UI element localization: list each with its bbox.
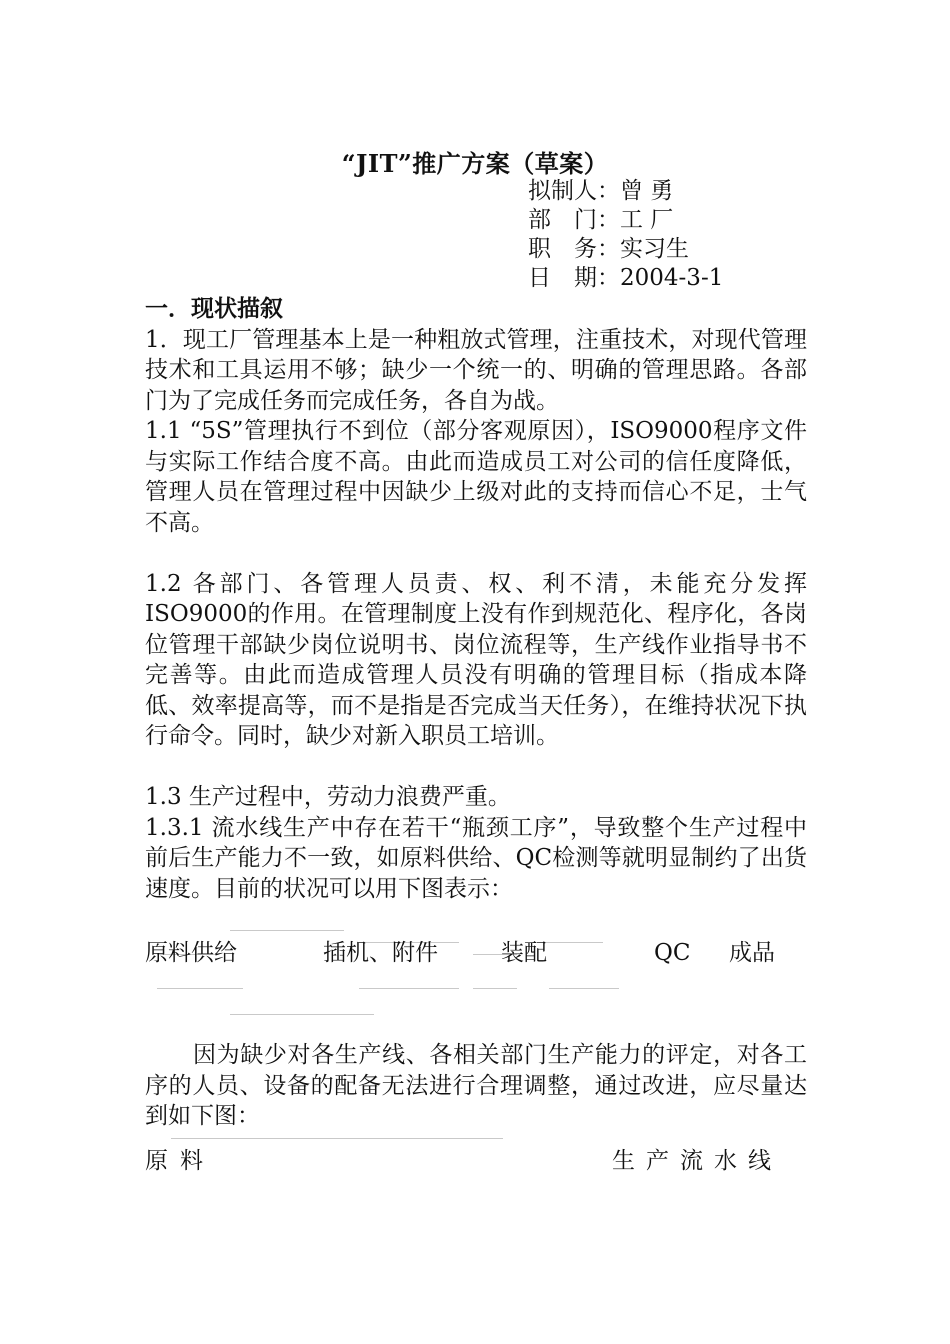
- separator: ：: [597, 178, 620, 204]
- paragraph-1: 1．现工厂管理基本上是一种粗放式管理，注重技术，对现代管理技术和工具运用不够；缺少一个统一的、明确的管理思路。各部门为了完成任务而完成任务，各自为战。: [145, 326, 807, 414]
- target-flow-diagram: [145, 1132, 807, 1192]
- paragraph-1-1: 1.1 “5S”管理执行不到位（部分客观原因），ISO9000程序文件与实际工作结合度不高。由此而造成员工对公司的信任度降低，管理人员在管理过程中因缺少上级对此的支持而信心不足，士气不高。: [145, 418, 807, 536]
- position-row: [528, 235, 723, 264]
- separator: ：: [597, 265, 620, 291]
- blank-line: [145, 538, 807, 569]
- flow-step-finished-product: 成品: [729, 940, 775, 966]
- date-label: 日 期: [528, 265, 597, 291]
- diagram-line: [230, 1014, 374, 1015]
- position-value: 实习生: [620, 236, 689, 262]
- author-label: 拟制人: [528, 178, 597, 204]
- position-label: 职 务: [528, 236, 597, 262]
- diagram-line: [549, 988, 619, 989]
- flow-step-insertion-attachment: 插机、附件: [323, 940, 438, 966]
- document-body: [145, 294, 807, 1192]
- flow-step-raw-material-supply: 原料供给: [145, 940, 237, 966]
- date-row: [528, 264, 723, 293]
- flow-step-assembly: 装配: [501, 940, 547, 966]
- current-flow-diagram: [145, 904, 807, 1040]
- date-value: 2004-3-1: [620, 265, 724, 291]
- diagram-line: [230, 930, 344, 931]
- diagram-line: [473, 988, 517, 989]
- department-label: 部 门: [528, 207, 597, 233]
- document-title: “JIT”推广方案（草案）: [341, 149, 609, 178]
- paragraph-1-3: 1.3 生产过程中，劳动力浪费严重。: [145, 784, 511, 810]
- diagram-line: [171, 1138, 503, 1139]
- blank-line: [145, 752, 807, 783]
- diagram-line: [157, 988, 243, 989]
- author-row: [528, 177, 723, 206]
- flow-step-qc: QC: [654, 940, 691, 966]
- paragraph-improvement: 因为缺少对各生产线、各相关部门生产能力的评定，对各工序的人员、设备的配备无法进行合理调整，通过改进，应尽量达到如下图：: [145, 1042, 807, 1129]
- paragraph-1-2: 1.2 各部门、各管理人员责、权、利不清，未能充分发挥ISO9000的作用。在管理制度上没有作到规范化、程序化，各岗位管理干部缺少岗位说明书、岗位流程等，生产线作业指导书不完善等。由此而造成管理人员没有明确的管理目标（指成本降低、效率提高等，而不是指是否完成当天任务），在维持状况下执行命令。同时，缺少对新入职员工培训。: [145, 570, 807, 749]
- flow-step-production-line: 生产流水线: [612, 1147, 782, 1174]
- author-info-block: [528, 177, 723, 293]
- separator: ：: [597, 207, 620, 233]
- department-row: [528, 206, 723, 235]
- author-value: 曾 勇: [620, 178, 674, 204]
- diagram-line: [359, 988, 459, 989]
- department-value: 工 厂: [620, 207, 674, 233]
- flow-step-raw-material: 原料: [145, 1147, 215, 1174]
- paragraph-1-3-1: 1.3.1 流水线生产中存在若干“瓶颈工序”，导致整个生产过程中前后生产能力不一致，如原料供给、QC检测等就明显制约了出货速度。目前的状况可以用下图表示：: [145, 814, 807, 902]
- section-heading: 一．现状描叙: [145, 295, 283, 322]
- separator: ：: [597, 236, 620, 262]
